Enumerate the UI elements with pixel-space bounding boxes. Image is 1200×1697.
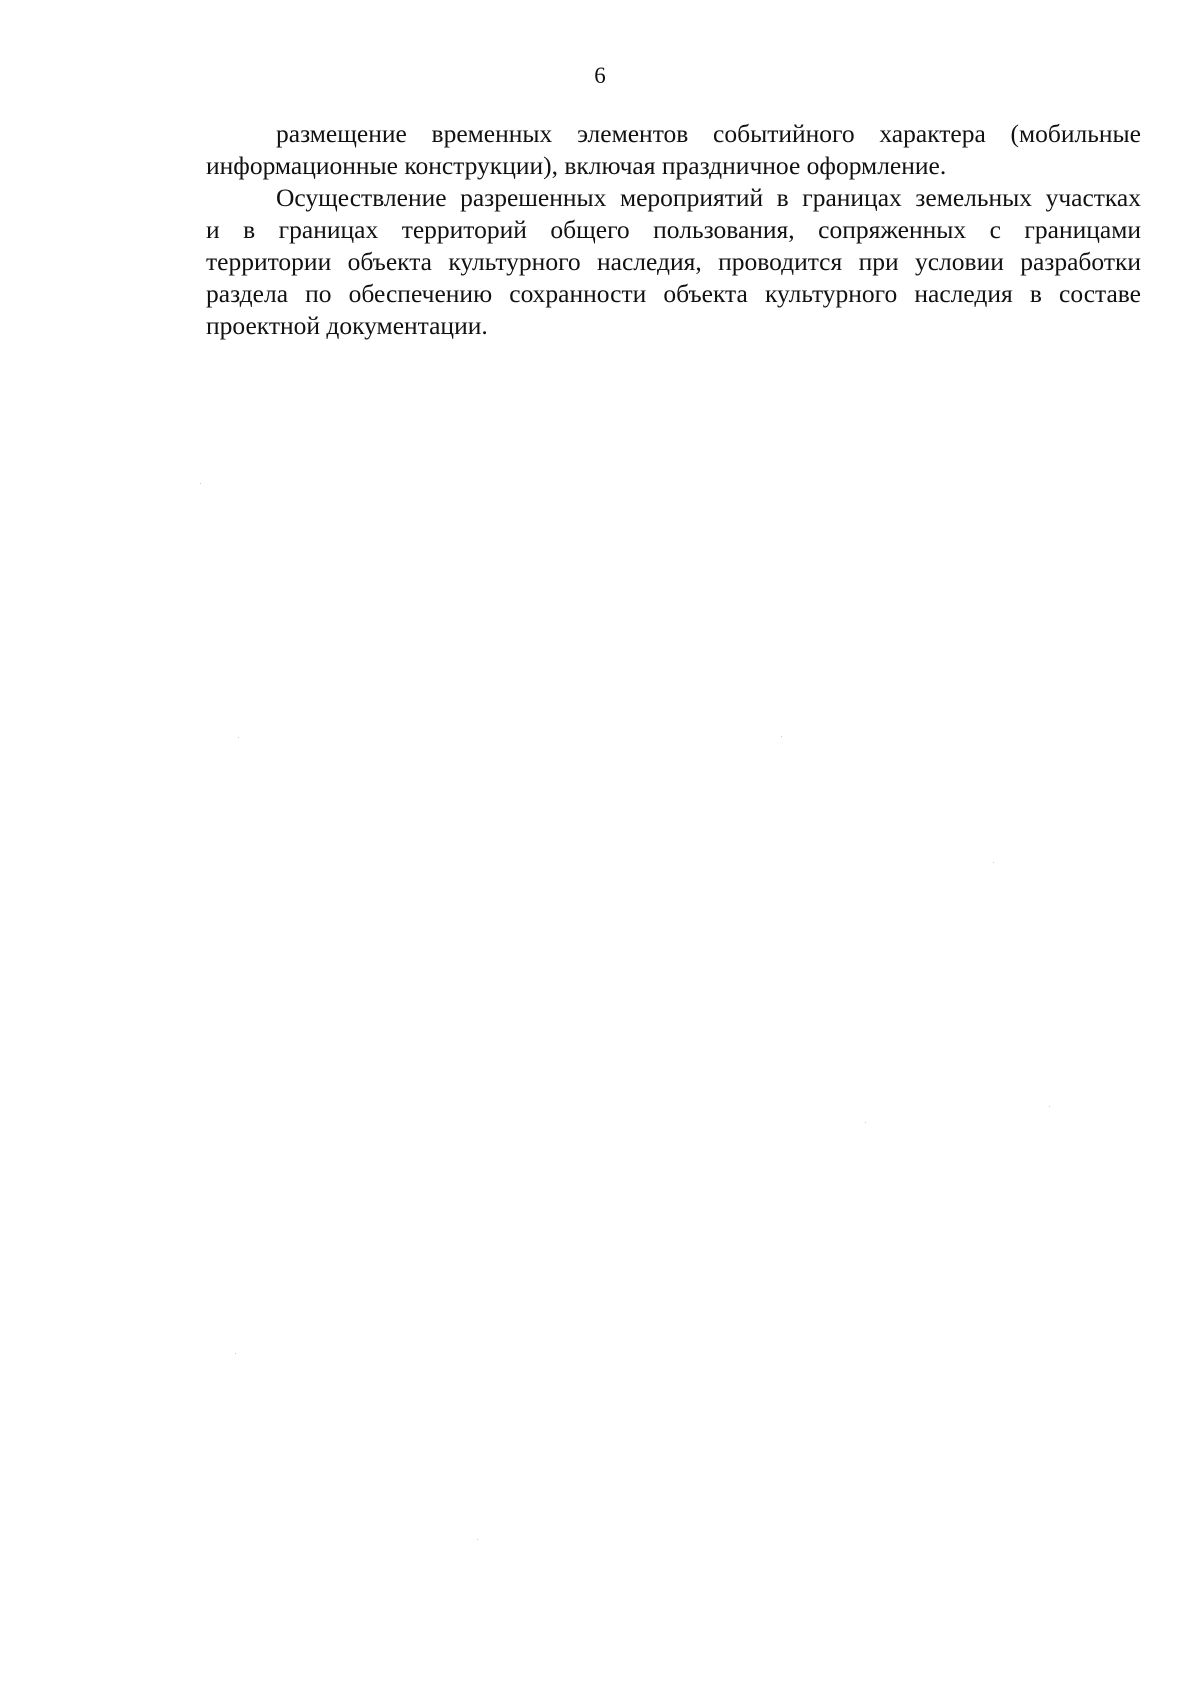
paragraph-2: [136, 182, 1141, 342]
paragraph-2-line-4: раздела по обеспечению сохранности объекта культурного наследия в составе: [206, 279, 1141, 308]
scan-speck: [865, 1122, 866, 1123]
document-body: [136, 118, 1141, 342]
scan-speck: [200, 483, 201, 484]
page-number: 6: [594, 63, 606, 88]
paragraph-2-line-5: проектной документации.: [206, 311, 488, 340]
paragraph-1: [136, 118, 1141, 182]
paragraph-2-line-3: территории объекта культурного наследия, проводится при условии разработки: [206, 247, 1141, 276]
scan-speck: [781, 736, 782, 737]
scan-speck: [238, 737, 239, 738]
paragraph-1-line-2: информационные конструкции), включая праздничное оформление.: [206, 151, 947, 180]
scan-speck: [1049, 1106, 1050, 1107]
paragraph-2-line-2: и в границах территорий общего пользования, сопряженных с границами: [206, 215, 1141, 244]
scan-speck: [993, 862, 994, 863]
paragraph-1-line-1: размещение временных элементов событийного характера (мобильные: [276, 119, 1141, 148]
paragraph-2-line-1: Осуществление разрешенных мероприятий в границах земельных участках: [276, 183, 1141, 212]
scan-speck: [235, 1353, 236, 1354]
scan-speck: [477, 1539, 478, 1540]
